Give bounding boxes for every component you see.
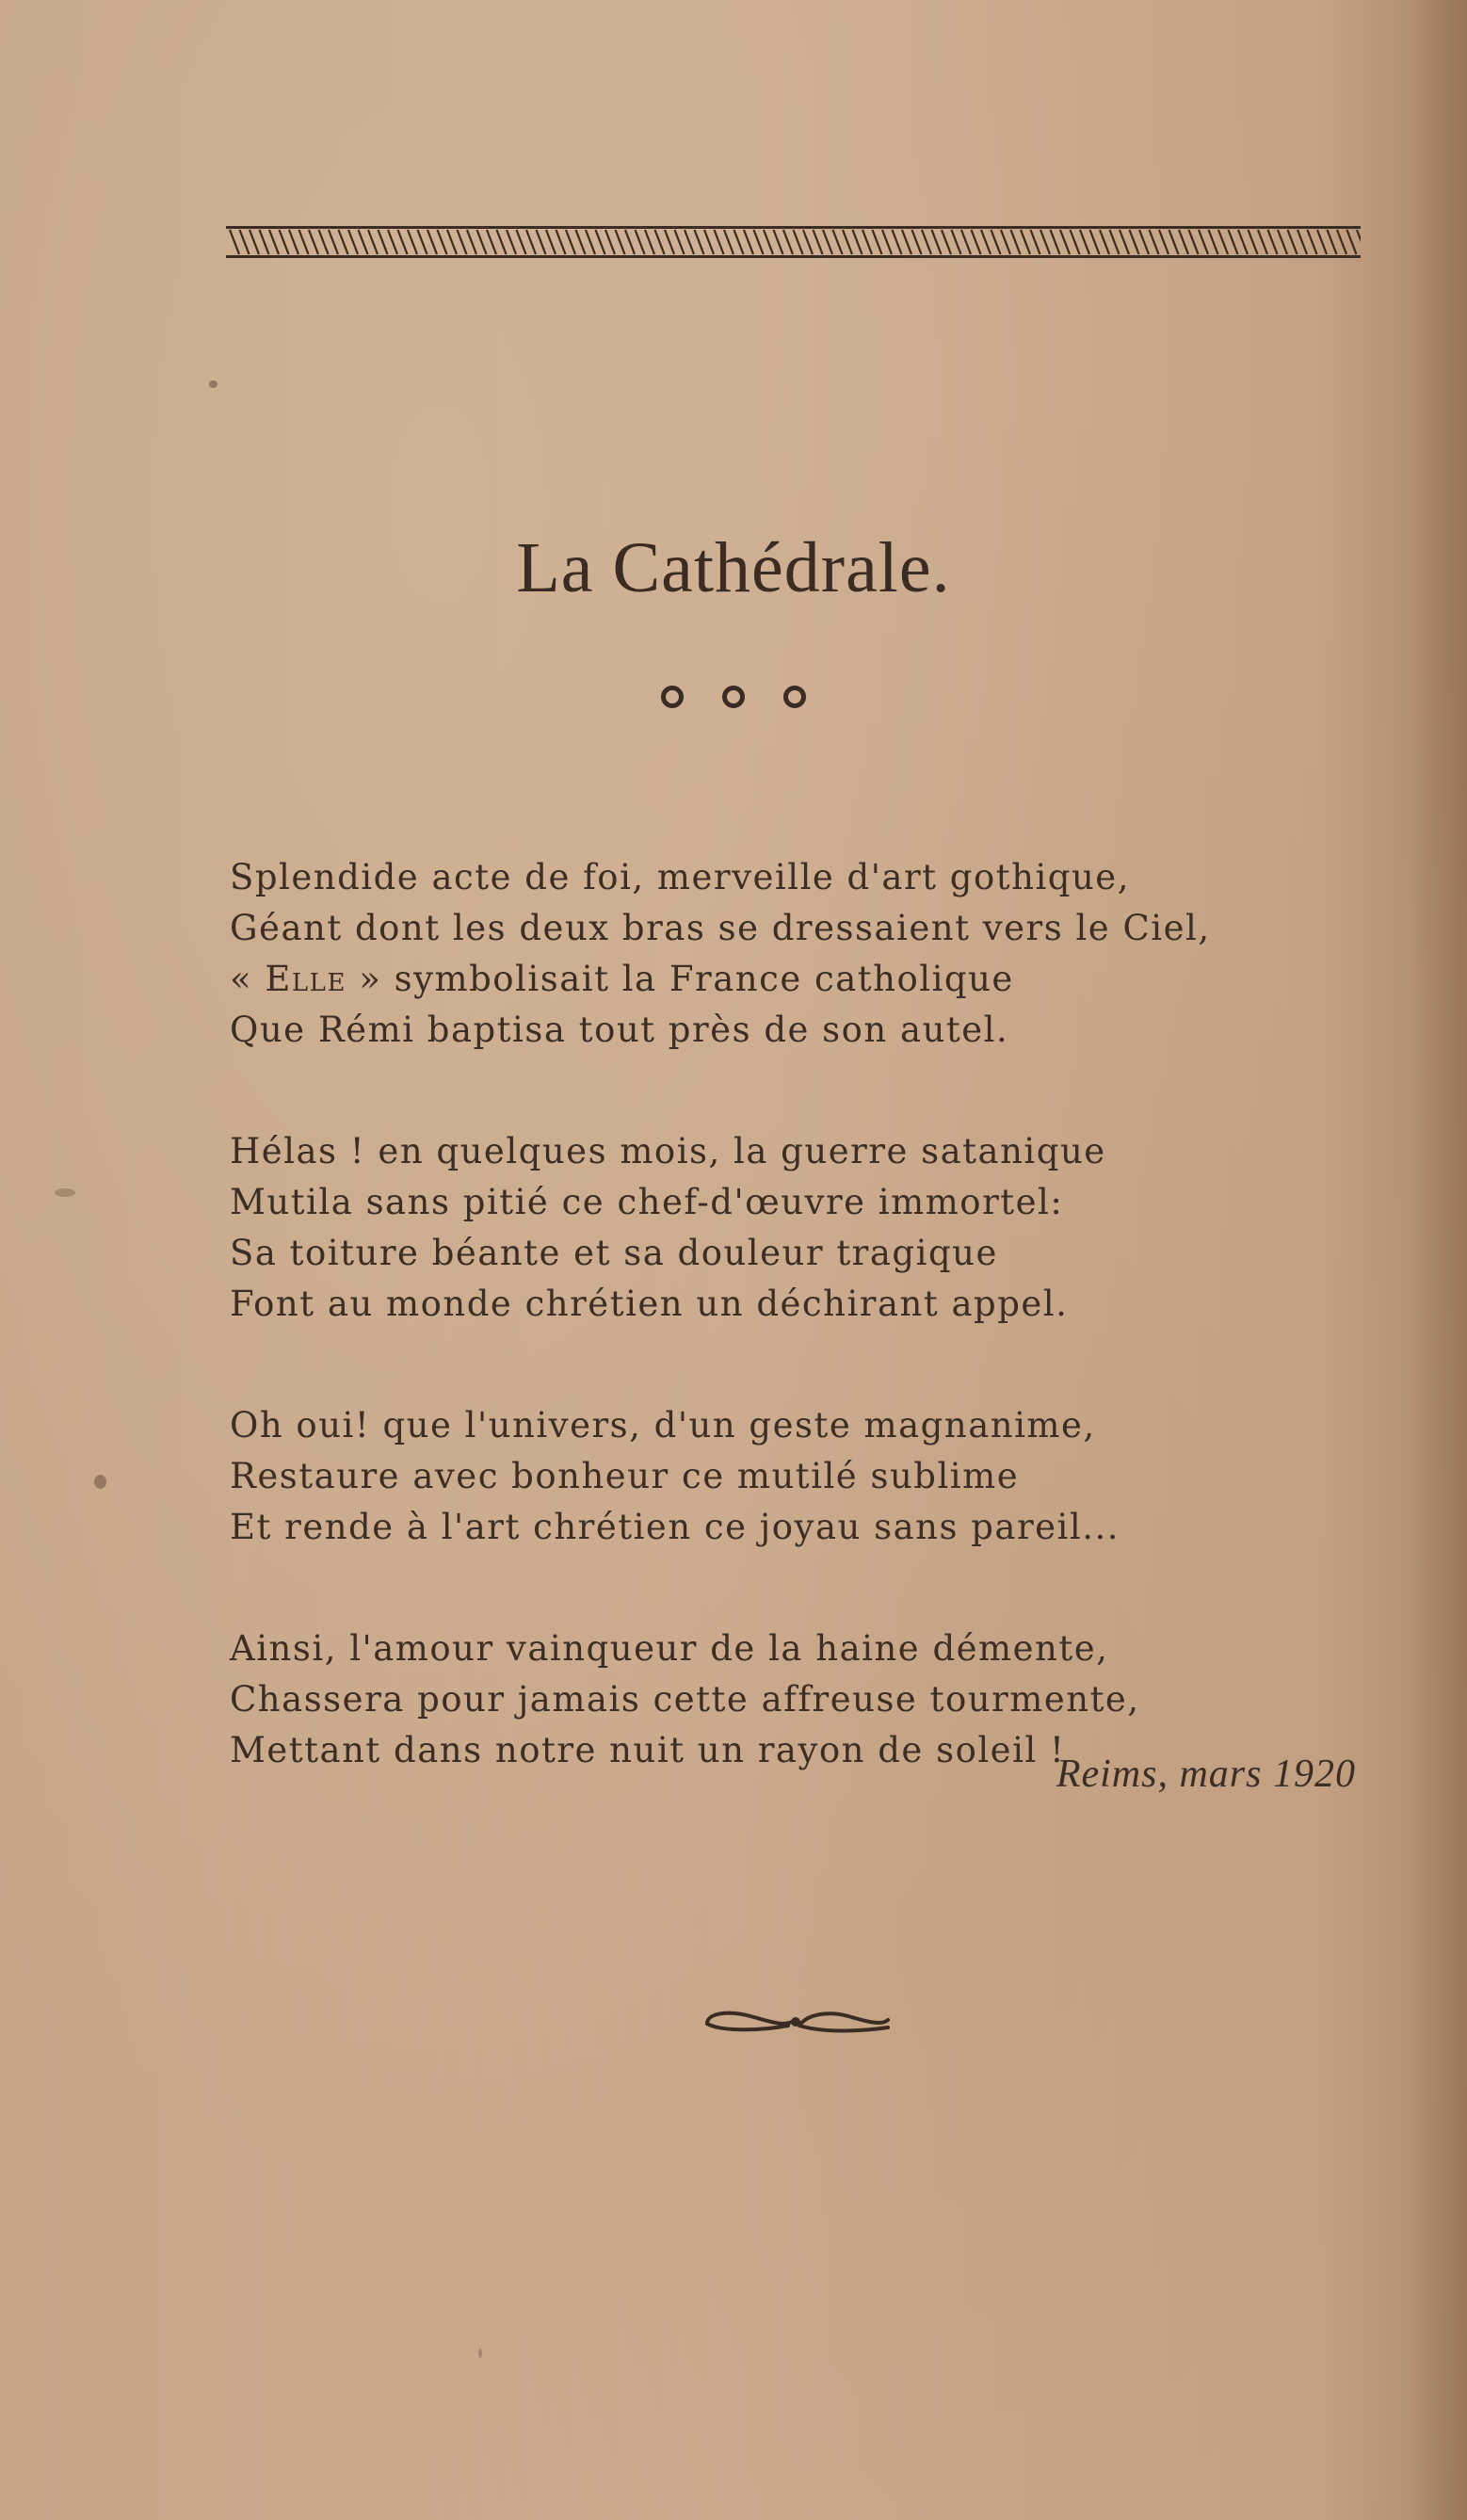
verse-line-rest: » symbolisait la France catholique bbox=[346, 959, 1014, 999]
hatch-stroke bbox=[1031, 230, 1040, 254]
circle-ornament-icon bbox=[722, 686, 745, 708]
hatch-stroke bbox=[882, 230, 892, 254]
hatch-stroke bbox=[1169, 230, 1179, 254]
hatch-stroke bbox=[1080, 230, 1089, 254]
hatch-stroke bbox=[675, 230, 685, 254]
hatch-stroke bbox=[734, 230, 744, 254]
hatch-stroke bbox=[1139, 230, 1149, 254]
hatch-stroke bbox=[823, 230, 832, 254]
hatch-stroke bbox=[537, 230, 546, 254]
hatch-stroke bbox=[497, 230, 507, 254]
verse-line: Restaure avec bonheur ce mutilé sublime bbox=[230, 1456, 1020, 1496]
hatch-stroke bbox=[1189, 230, 1199, 254]
hatch-stroke bbox=[427, 230, 437, 254]
hatch-stroke bbox=[1278, 230, 1287, 254]
hatch-stroke bbox=[862, 230, 872, 254]
hatch-stroke bbox=[665, 230, 674, 254]
hatch-stroke bbox=[319, 230, 329, 254]
hatch-stroke bbox=[526, 230, 536, 254]
hatch-stroke bbox=[1337, 230, 1346, 254]
hatch-stroke bbox=[1328, 230, 1337, 254]
hatch-stroke bbox=[299, 230, 309, 254]
hatch-stroke bbox=[1011, 230, 1021, 254]
hatch-stroke bbox=[655, 230, 665, 254]
stanza bbox=[230, 1400, 1313, 1553]
hatch-stroke bbox=[922, 230, 931, 254]
hatch-stroke bbox=[250, 230, 259, 254]
verse-line: Que Rémi baptisa tout près de son autel. bbox=[230, 1010, 1009, 1050]
hatch-stroke bbox=[1249, 230, 1258, 254]
verse-line: Mutila sans pitié ce chef-d'œuvre immortel: bbox=[230, 1182, 1064, 1222]
hatch-stroke bbox=[833, 230, 843, 254]
hatch-stroke bbox=[744, 230, 753, 254]
hatch-stroke bbox=[1209, 230, 1218, 254]
verse-line: Hélas ! en quelques mois, la guerre satanique bbox=[230, 1131, 1106, 1171]
hatch-stroke bbox=[803, 230, 813, 254]
hatch-stroke bbox=[932, 230, 942, 254]
verse-line: Géant dont les deux bras se dressaient vers le Ciel, bbox=[230, 908, 1211, 948]
title-divider-ornament bbox=[0, 686, 1467, 723]
page-edge-shadow bbox=[1411, 0, 1467, 2520]
hatch-stroke bbox=[1100, 230, 1109, 254]
hatch-stroke bbox=[774, 230, 783, 254]
hatch-stroke bbox=[1159, 230, 1169, 254]
hatch-stroke bbox=[1051, 230, 1060, 254]
hatch-stroke bbox=[961, 230, 971, 254]
hatch-stroke bbox=[1001, 230, 1010, 254]
verse-line: Mettant dans notre nuit un rayon de soleil ! bbox=[230, 1730, 1066, 1770]
hatch-stroke bbox=[764, 230, 773, 254]
hatch-stroke bbox=[1288, 230, 1298, 254]
hatch-stroke bbox=[260, 230, 269, 254]
verse-line: Chassera pour jamais cette affreuse tourmente, bbox=[230, 1679, 1140, 1720]
hatch-stroke bbox=[556, 230, 566, 254]
paper-speck bbox=[478, 2349, 482, 2358]
hatch-stroke bbox=[517, 230, 526, 254]
hatch-stroke bbox=[269, 230, 279, 254]
hatch-stroke bbox=[783, 230, 793, 254]
hatch-stroke bbox=[1060, 230, 1070, 254]
hatch-stroke bbox=[1199, 230, 1208, 254]
hatch-stroke bbox=[507, 230, 516, 254]
hatch-stroke bbox=[309, 230, 318, 254]
place-date-signature: Reims, mars 1920 bbox=[1056, 1753, 1356, 1796]
stanza bbox=[230, 852, 1313, 1056]
hatch-stroke bbox=[368, 230, 378, 254]
hatch-stroke bbox=[1298, 230, 1307, 254]
hatch-stroke bbox=[566, 230, 575, 254]
paper-speck bbox=[209, 380, 218, 388]
hatch-stroke bbox=[1120, 230, 1129, 254]
verse-line-smallcaps-word: Elle bbox=[265, 959, 347, 999]
hatch-stroke bbox=[447, 230, 457, 254]
hatch-stroke bbox=[1238, 230, 1248, 254]
hatch-stroke bbox=[1347, 230, 1357, 254]
hatch-stroke bbox=[1071, 230, 1080, 254]
hatch-stroke bbox=[814, 230, 823, 254]
hatch-stroke bbox=[912, 230, 922, 254]
hatch-stroke bbox=[1179, 230, 1188, 254]
hatch-stroke bbox=[230, 230, 239, 254]
verse-line: Ainsi, l'amour vainqueur de la haine démente, bbox=[230, 1628, 1109, 1669]
hatch-stroke bbox=[240, 230, 250, 254]
hatch-stroke bbox=[408, 230, 417, 254]
verse-line: Sa toiture béante et sa douleur tragique bbox=[230, 1233, 998, 1273]
hatch-stroke bbox=[902, 230, 911, 254]
hatch-stroke bbox=[715, 230, 724, 254]
hatch-stroke bbox=[981, 230, 991, 254]
hatch-stroke bbox=[329, 230, 338, 254]
verse-line: Font au monde chrétien un déchirant appel. bbox=[230, 1284, 1069, 1324]
hatch-stroke bbox=[1229, 230, 1238, 254]
verse-line: Et rende à l'art chrétien ce joyau sans pareil... bbox=[230, 1507, 1120, 1547]
hatch-stroke bbox=[1317, 230, 1327, 254]
poem-title: La Cathédrale. bbox=[516, 528, 951, 607]
verse-line bbox=[230, 954, 1313, 1005]
hatch-stroke bbox=[438, 230, 447, 254]
hatch-stroke bbox=[1090, 230, 1100, 254]
hatch-stroke bbox=[754, 230, 764, 254]
hatch-stroke bbox=[893, 230, 902, 254]
circle-ornament-icon bbox=[783, 686, 806, 708]
hatch-stroke bbox=[625, 230, 635, 254]
hatch-stroke bbox=[467, 230, 476, 254]
hatch-stroke bbox=[418, 230, 427, 254]
hatch-stroke bbox=[1258, 230, 1267, 254]
verse-line: Splendide acte de foi, merveille d'art gothique, bbox=[230, 857, 1130, 897]
footer-flourish-ornament bbox=[701, 2003, 895, 2037]
hatch-stroke bbox=[685, 230, 694, 254]
hatch-stroke bbox=[359, 230, 368, 254]
hatch-stroke bbox=[1021, 230, 1030, 254]
hatch-stroke bbox=[704, 230, 714, 254]
poem-body bbox=[230, 852, 1313, 1847]
paper-speck bbox=[94, 1475, 106, 1489]
hatch-stroke bbox=[458, 230, 467, 254]
hatch-stroke bbox=[280, 230, 289, 254]
hatch-stroke bbox=[991, 230, 1001, 254]
hatch-stroke bbox=[794, 230, 803, 254]
hatch-stroke bbox=[616, 230, 625, 254]
hatch-stroke bbox=[379, 230, 388, 254]
hatch-stroke bbox=[605, 230, 615, 254]
hatch-stroke bbox=[487, 230, 496, 254]
hatch-stroke bbox=[1268, 230, 1278, 254]
hatch-stroke bbox=[546, 230, 556, 254]
stanza bbox=[230, 1126, 1313, 1330]
hatch-stroke bbox=[645, 230, 654, 254]
hatch-stroke bbox=[942, 230, 951, 254]
hatch-stroke bbox=[636, 230, 645, 254]
hatch-stroke bbox=[695, 230, 704, 254]
hatch-stroke bbox=[596, 230, 605, 254]
hatch-stroke bbox=[339, 230, 348, 254]
hatch-stroke bbox=[972, 230, 981, 254]
hatch-stroke bbox=[853, 230, 862, 254]
verse-line: Oh oui! que l'univers, d'un geste magnanime, bbox=[230, 1405, 1096, 1446]
circle-ornament-icon bbox=[661, 686, 684, 708]
hatch-stroke bbox=[1218, 230, 1228, 254]
hatch-stroke bbox=[586, 230, 595, 254]
hatch-stroke bbox=[1308, 230, 1317, 254]
hatch-stroke bbox=[1150, 230, 1159, 254]
hatch-stroke bbox=[398, 230, 408, 254]
hatch-stroke bbox=[576, 230, 586, 254]
paper-speck bbox=[55, 1188, 75, 1197]
hatch-stroke bbox=[1110, 230, 1120, 254]
hatch-stroke bbox=[1357, 230, 1361, 254]
hatch-stroke bbox=[724, 230, 734, 254]
hatch-stroke bbox=[873, 230, 882, 254]
hatch-stroke bbox=[477, 230, 487, 254]
hatch-stroke bbox=[952, 230, 961, 254]
hatch-stroke bbox=[1130, 230, 1139, 254]
verse-line-open-quote: « bbox=[230, 959, 266, 999]
hatch-stroke bbox=[348, 230, 358, 254]
hatch-stroke bbox=[289, 230, 298, 254]
hatch-stroke bbox=[1040, 230, 1050, 254]
hatch-stroke bbox=[388, 230, 397, 254]
hatch-stroke bbox=[843, 230, 852, 254]
header-rule-ornament bbox=[226, 226, 1361, 258]
